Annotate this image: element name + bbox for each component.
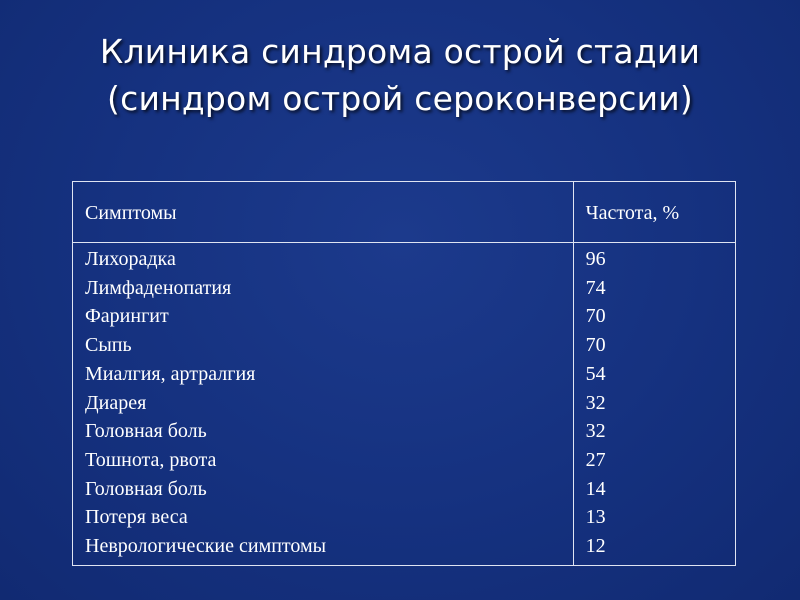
frequency-value: 70 [585, 334, 606, 357]
table-body-row [73, 243, 736, 566]
frequency-value: 32 [585, 391, 606, 414]
frequency-value: 96 [585, 248, 606, 270]
symptom-item: Головная боль [85, 420, 207, 443]
symptom-item: Головная боль [85, 477, 207, 500]
table-header-row [73, 182, 736, 243]
symptom-item: Тошнота, рвота [85, 448, 217, 471]
frequency-value: 12 [585, 535, 606, 558]
symptom-item: Сыпь [85, 334, 132, 357]
symptom-item: Потеря веса [85, 506, 188, 529]
frequency-column [573, 243, 735, 566]
symptom-item: Лихорадка [85, 248, 176, 270]
slide-title-line-2: (синдром острой сероконверсии) [107, 79, 693, 118]
frequency-value: 14 [585, 477, 606, 500]
frequency-value: 13 [585, 506, 606, 529]
frequency-value: 27 [585, 448, 606, 471]
symptom-item: Диарея [85, 391, 147, 414]
header-symptoms: Симптомы [73, 182, 574, 243]
frequency-value: 74 [585, 276, 606, 299]
frequency-value: 32 [585, 420, 606, 443]
symptom-item: Лимфаденопатия [85, 276, 232, 299]
symptom-item: Фарингит [85, 305, 169, 328]
slide-title [0, 28, 800, 122]
symptom-item: Неврологические симптомы [85, 535, 327, 558]
symptom-item: Миалгия, артралгия [85, 362, 256, 385]
header-frequency: Частота, % [573, 182, 735, 243]
slide-title-line-1: Клиника синдрома острой стадии [99, 32, 701, 71]
frequency-value: 54 [585, 362, 606, 385]
symptom-frequency-table [72, 181, 736, 566]
symptom-column [73, 243, 574, 566]
frequency-value: 70 [585, 305, 606, 328]
